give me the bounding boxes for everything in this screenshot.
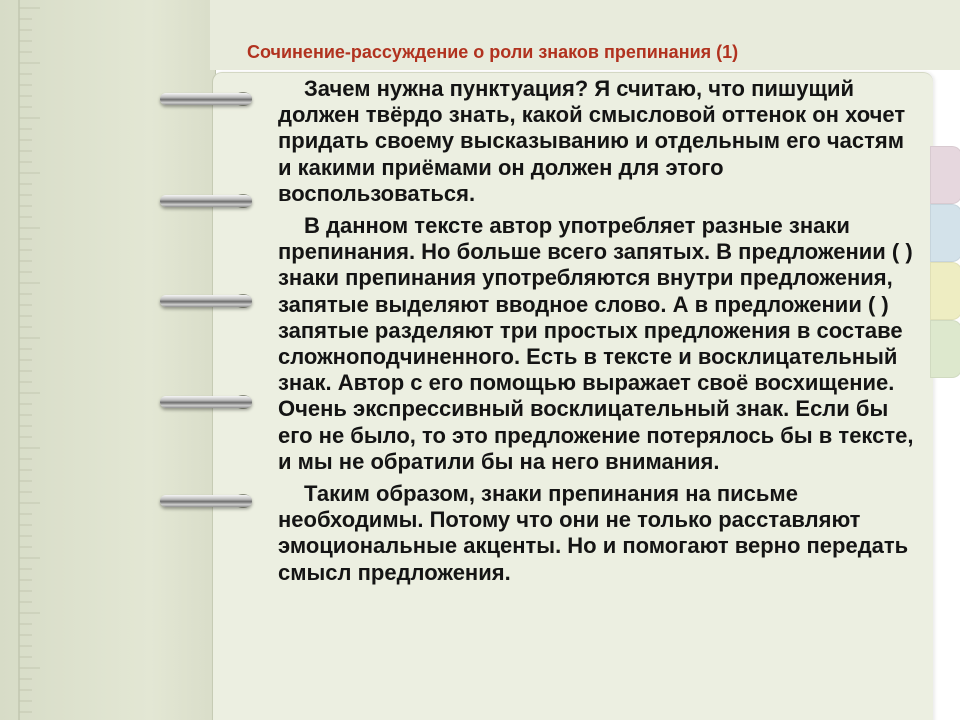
binder-ring-icon — [160, 393, 262, 411]
essay-paragraph-3: Таким образом, знаки препинания на письме необходимы. Потому что они не только расставляют эмоциональные акценты. Но и помогают верно передать смысл предложения. — [278, 481, 909, 585]
slide-title: Сочинение-рассуждение о роли знаков препинания (1) — [247, 42, 739, 62]
ruler-icon — [0, 0, 48, 720]
essay-paragraph-2: В данном тексте автор употребляет разные знаки препинания. Но больше всего запятых. В предложении ( ) знаки препинания употребляются внутри предложения, запятые выделяют вводное слово. А в предложении ( ) запятые разделяют три простых предложения в составе сложноподчиненного. Есть в тексте и восклицательный знак. Автор с его помощью выражает своё восхищение. Очень экспрессивный восклицательный знак. Если бы его не было, то это предложение потерялось бы в тексте, и мы не обратили бы на него внимания. — [278, 213, 914, 474]
binder-ring-icon — [160, 192, 262, 210]
binder-ring-icon — [160, 292, 262, 310]
binder-ring-icon — [160, 492, 262, 510]
side-tab-yellow[interactable] — [930, 262, 960, 320]
essay-text — [278, 76, 918, 592]
side-tab-blue[interactable] — [930, 204, 960, 262]
binder-ring-icon — [160, 90, 262, 108]
essay-paragraph-1: Зачем нужна пунктуация? Я считаю, что пишущий должен твёрдо знать, какой смысловой оттенок он хочет придать своему высказыванию и отдельным его частям и какими приёмами он должен для этого воспользоваться. — [278, 76, 906, 206]
side-tab-green[interactable] — [930, 320, 960, 378]
back-page — [0, 0, 216, 720]
side-tab-pink[interactable] — [930, 146, 960, 204]
